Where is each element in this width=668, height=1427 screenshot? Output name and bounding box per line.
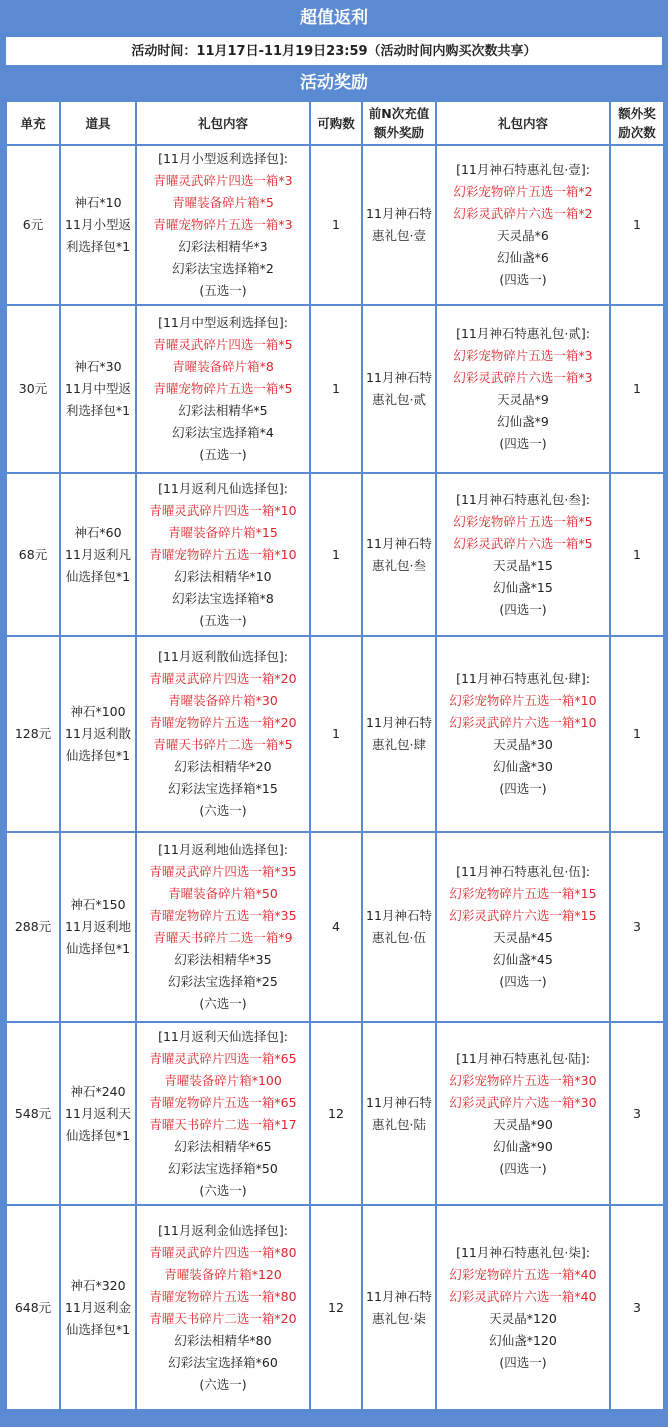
buy-count-cell: 12	[310, 1022, 362, 1205]
pack-line: [11月神石特惠礼包·贰]:	[456, 326, 590, 341]
pack-line: 青曜宠物碎片五选一箱*80	[149, 1288, 297, 1304]
header-item: 道具	[60, 101, 136, 145]
extra-count-cell: 1	[610, 145, 664, 305]
pack-line: 青曜装备碎片箱*100	[164, 1072, 282, 1088]
pack-line: 青曜灵武碎片四选一箱*80	[149, 1244, 297, 1260]
pack-line: 青曜装备碎片箱*15	[168, 524, 278, 540]
pack-line: 幻彩法宝选择箱*50	[168, 1160, 278, 1176]
pack-line: 幻彩灵武碎片六选一箱*2	[453, 206, 593, 221]
header-bonus	[362, 101, 436, 145]
pack-line: 幻仙盏*15	[493, 579, 553, 595]
pack-line: 幻彩灵武碎片六选一箱*10	[449, 715, 597, 730]
buy-count-cell: 1	[310, 636, 362, 832]
pack-line: 幻仙盏*9	[497, 414, 549, 429]
buy-count-cell: 1	[310, 305, 362, 473]
buy-count-cell: 1	[310, 473, 362, 636]
header-pack2: 礼包内容	[436, 101, 610, 145]
bonus-pack-contents-cell	[436, 145, 610, 305]
item-cell: 神石*100 11月返利散仙选择包*1	[60, 636, 136, 832]
pack-line: (四选一)	[499, 601, 547, 617]
extra-count-cell: 3	[610, 832, 664, 1022]
pack-line: (四选一)	[499, 974, 547, 989]
pack-line: 青曜装备碎片箱*120	[164, 1266, 282, 1282]
pack-line: 幻彩法相精华*3	[178, 239, 268, 254]
pack-line: 幻彩法宝选择箱*15	[168, 781, 278, 796]
pack-line: 青曜宠物碎片五选一箱*3	[153, 217, 293, 232]
item-cell: 神石*10 11月小型返利选择包*1	[60, 145, 136, 305]
item-cell: 神石*150 11月返利地仙选择包*1	[60, 832, 136, 1022]
header-bonus-line1: 前N次充值	[368, 106, 430, 121]
pack-line: 幻彩宠物碎片五选一箱*5	[453, 513, 593, 529]
header-extra	[610, 101, 664, 145]
pack-line: 青曜灵武碎片四选一箱*20	[149, 671, 297, 686]
pack-line: (四选一)	[499, 436, 547, 451]
bonus-pack-contents-cell	[436, 473, 610, 636]
pack-line: [11月神石特惠礼包·伍]:	[456, 864, 590, 879]
pack-line: 幻彩法宝选择箱*60	[168, 1354, 278, 1370]
pack-line: 幻彩灵武碎片六选一箱*3	[453, 370, 593, 385]
pack-line: 幻彩灵武碎片六选一箱*30	[449, 1094, 597, 1110]
pack-contents-cell	[136, 1205, 310, 1410]
pack-line: [11月小型返利选择包]:	[158, 151, 288, 166]
pack-line: 天灵晶*120	[489, 1310, 557, 1326]
bonus-pack-contents-cell	[436, 636, 610, 832]
pack-line: 青曜宠物碎片五选一箱*5	[153, 381, 293, 396]
pack-line: 青曜装备碎片箱*8	[172, 359, 274, 374]
bonus-pack-cell: 11月神石特惠礼包·壹	[362, 145, 436, 305]
table-row	[6, 832, 664, 1022]
pack-contents-cell	[136, 473, 310, 636]
extra-count-cell: 1	[610, 305, 664, 473]
page-title: 超值返利	[5, 0, 663, 36]
item-cell: 神石*320 11月返利金仙选择包*1	[60, 1205, 136, 1410]
pack-line: 幻彩宠物碎片五选一箱*15	[449, 886, 597, 901]
bonus-pack-cell: 11月神石特惠礼包·贰	[362, 305, 436, 473]
pack-line: 幻彩宠物碎片五选一箱*3	[453, 348, 593, 363]
header-buy-count: 可购数	[310, 101, 362, 145]
header-pack: 礼包内容	[136, 101, 310, 145]
header-extra-line1: 额外奖	[618, 106, 656, 121]
extra-count-cell: 1	[610, 636, 664, 832]
buy-count-cell: 12	[310, 1205, 362, 1410]
pack-line: 幻仙盏*30	[493, 759, 553, 774]
table-row	[6, 145, 664, 305]
reward-table	[5, 100, 665, 1411]
pack-line: 青曜天书碎片二选一箱*5	[153, 737, 293, 752]
pack-line: [11月返利凡仙选择包]:	[158, 480, 288, 496]
pack-line: 青曜灵武碎片四选一箱*3	[153, 173, 293, 188]
table-row	[6, 1205, 664, 1410]
pack-line: 幻彩法宝选择箱*2	[172, 261, 274, 276]
pack-line: 天灵晶*45	[493, 930, 553, 945]
pack-line: 青曜装备碎片箱*50	[168, 886, 278, 901]
pack-line: 青曜宠物碎片五选一箱*10	[149, 546, 297, 562]
pack-line: (五选一)	[199, 283, 247, 298]
pack-contents-cell	[136, 636, 310, 832]
bonus-pack-contents-cell	[436, 832, 610, 1022]
pack-line: [11月返利地仙选择包]:	[158, 842, 288, 857]
pack-line: (六选一)	[199, 996, 247, 1011]
pack-line: 幻彩法宝选择箱*4	[172, 425, 274, 440]
pack-line: [11月返利天仙选择包]:	[158, 1028, 288, 1044]
pack-line: 青曜宠物碎片五选一箱*20	[149, 715, 297, 730]
pack-line: 幻彩法宝选择箱*8	[172, 590, 274, 606]
header-bonus-line2: 额外奖励	[373, 125, 424, 140]
table-header-row	[6, 101, 664, 145]
bonus-pack-cell: 11月神石特惠礼包·伍	[362, 832, 436, 1022]
pack-line: 天灵晶*9	[497, 392, 549, 407]
bonus-pack-contents-cell	[436, 1022, 610, 1205]
activity-time: 活动时间：11月17日-11月19日23:59（活动时间内购买次数共享）	[5, 36, 663, 66]
pack-line: [11月神石特惠礼包·叁]:	[456, 491, 590, 507]
pack-line: 幻仙盏*6	[497, 250, 549, 265]
pack-line: (六选一)	[199, 803, 247, 818]
buy-count-cell: 1	[310, 145, 362, 305]
extra-count-cell: 3	[610, 1022, 664, 1205]
pack-line: 天灵晶*15	[493, 557, 553, 573]
item-cell: 神石*60 11月返利凡仙选择包*1	[60, 473, 136, 636]
rebate-panel	[5, 0, 663, 1411]
pack-line: [11月返利金仙选择包]:	[158, 1222, 288, 1238]
extra-count-cell: 1	[610, 473, 664, 636]
pack-line: 天灵晶*6	[497, 228, 549, 243]
item-cell: 神石*30 11月中型返利选择包*1	[60, 305, 136, 473]
pack-line: 青曜装备碎片箱*30	[168, 693, 278, 708]
buy-count-cell: 4	[310, 832, 362, 1022]
pack-contents-cell	[136, 832, 310, 1022]
pack-line: 青曜天书碎片二选一箱*20	[149, 1310, 297, 1326]
price-cell: 6元	[6, 145, 60, 305]
pack-line: 青曜灵武碎片四选一箱*10	[149, 502, 297, 518]
pack-line: (六选一)	[199, 1376, 247, 1392]
pack-line: 青曜天书碎片二选一箱*17	[149, 1116, 297, 1132]
pack-line: [11月神石特惠礼包·肆]:	[456, 671, 590, 686]
pack-line: 青曜灵武碎片四选一箱*5	[153, 337, 293, 352]
price-cell: 128元	[6, 636, 60, 832]
header-single: 单充	[6, 101, 60, 145]
pack-line: 青曜灵武碎片四选一箱*35	[149, 864, 297, 879]
pack-line: 幻彩法相精华*20	[174, 759, 272, 774]
pack-line: 幻彩法相精华*10	[174, 568, 272, 584]
section-title: 活动奖励	[5, 66, 663, 100]
bonus-pack-cell: 11月神石特惠礼包·叁	[362, 473, 436, 636]
price-cell: 30元	[6, 305, 60, 473]
table-row	[6, 636, 664, 832]
pack-line: 幻彩宠物碎片五选一箱*40	[449, 1266, 597, 1282]
extra-count-cell: 3	[610, 1205, 664, 1410]
pack-line: 青曜装备碎片箱*5	[172, 195, 274, 210]
pack-line: 天灵晶*90	[493, 1116, 553, 1132]
pack-line: (四选一)	[499, 781, 547, 796]
pack-contents-cell	[136, 1022, 310, 1205]
pack-line: 幻彩灵武碎片六选一箱*5	[453, 535, 593, 551]
bonus-pack-cell: 11月神石特惠礼包·肆	[362, 636, 436, 832]
pack-line: 幻彩宠物碎片五选一箱*10	[449, 693, 597, 708]
pack-line: 青曜灵武碎片四选一箱*65	[149, 1050, 297, 1066]
pack-line: 幻彩灵武碎片六选一箱*15	[449, 908, 597, 923]
item-cell: 神石*240 11月返利天仙选择包*1	[60, 1022, 136, 1205]
pack-line: [11月中型返利选择包]:	[158, 315, 288, 330]
table-row	[6, 305, 664, 473]
pack-line: 青曜天书碎片二选一箱*9	[153, 930, 293, 945]
bonus-pack-contents-cell	[436, 305, 610, 473]
header-extra-line2: 励次数	[618, 125, 656, 140]
pack-line: 天灵晶*30	[493, 737, 553, 752]
pack-line: (四选一)	[499, 1354, 547, 1370]
pack-line: 幻彩宠物碎片五选一箱*30	[449, 1072, 597, 1088]
pack-line: [11月返利散仙选择包]:	[158, 649, 288, 664]
pack-line: 幻彩法宝选择箱*25	[168, 974, 278, 989]
table-body	[6, 145, 664, 1410]
price-cell: 548元	[6, 1022, 60, 1205]
bonus-pack-contents-cell	[436, 1205, 610, 1410]
pack-line: 幻彩法相精华*35	[174, 952, 272, 967]
price-cell: 648元	[6, 1205, 60, 1410]
pack-line: 幻彩法相精华*5	[178, 403, 268, 418]
pack-contents-cell	[136, 145, 310, 305]
bonus-pack-cell: 11月神石特惠礼包·陆	[362, 1022, 436, 1205]
pack-line: 幻仙盏*120	[489, 1332, 557, 1348]
pack-line: [11月神石特惠礼包·陆]:	[456, 1050, 590, 1066]
bonus-pack-cell: 11月神石特惠礼包·柒	[362, 1205, 436, 1410]
pack-line: (五选一)	[199, 612, 247, 628]
pack-line: (六选一)	[199, 1182, 247, 1198]
pack-line: [11月神石特惠礼包·壹]:	[456, 162, 590, 177]
pack-line: 幻彩法相精华*65	[174, 1138, 272, 1154]
pack-line: (四选一)	[499, 1160, 547, 1176]
pack-line: 幻仙盏*45	[493, 952, 553, 967]
table-row	[6, 473, 664, 636]
price-cell: 288元	[6, 832, 60, 1022]
pack-line: 幻彩灵武碎片六选一箱*40	[449, 1288, 597, 1304]
pack-line: 幻仙盏*90	[493, 1138, 553, 1154]
pack-line: (五选一)	[199, 447, 247, 462]
pack-line: 青曜宠物碎片五选一箱*65	[149, 1094, 297, 1110]
pack-line: 幻彩宠物碎片五选一箱*2	[453, 184, 593, 199]
table-row	[6, 1022, 664, 1205]
pack-contents-cell	[136, 305, 310, 473]
pack-line: [11月神石特惠礼包·柒]:	[456, 1244, 590, 1260]
price-cell: 68元	[6, 473, 60, 636]
pack-line: 幻彩法相精华*80	[174, 1332, 272, 1348]
pack-line: (四选一)	[499, 272, 547, 287]
pack-line: 青曜宠物碎片五选一箱*35	[149, 908, 297, 923]
